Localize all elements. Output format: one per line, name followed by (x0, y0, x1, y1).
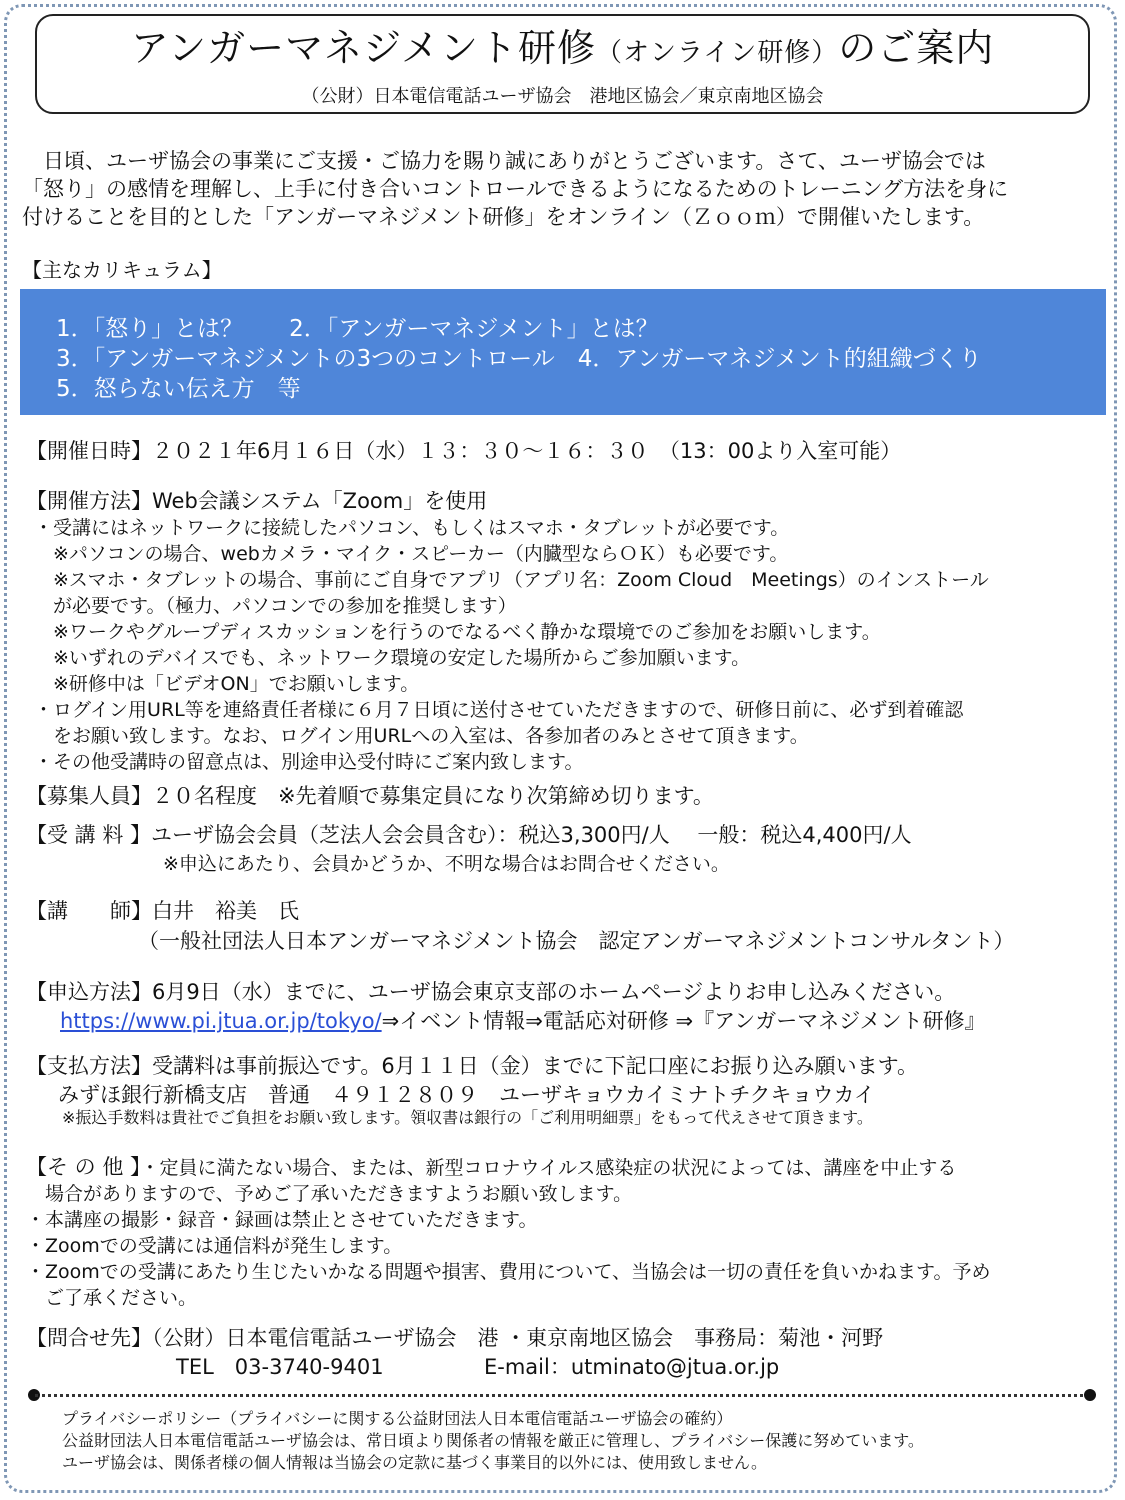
method-detail-line: ・ログイン用URL等を連絡責任者様に６月７日頃に送付させていただきますので、研修日前に、必ず到着確認 (34, 699, 964, 721)
title-suffix-text: のご案内 (838, 26, 995, 70)
capacity-label: 【募集人員】 (26, 784, 152, 808)
payment-label: 【支払方法】 (26, 1054, 152, 1078)
apply-row (26, 978, 955, 1006)
bank-account: みずほ銀行新橋支店 普通 ４９１２８０９ ユーザキョウカイミナトチクキョウカイ (58, 1083, 875, 1107)
lecturer-label: 【講 師】 (26, 899, 152, 923)
apply-label: 【申込方法】 (26, 980, 152, 1004)
method-detail-line: ・その他受講時の留意点は、別途申込受付時にご案内致します。 (34, 751, 584, 773)
method-detail-line: ※ワークやグループディスカッションを行うのでなるべく静かな環境でのご参加をお願いします。 (34, 621, 881, 643)
apply-value: 6月9日（水）までに、ユーザ協会東京支部のホームページよりお申し込みください。 (152, 980, 956, 1004)
contact-row (26, 1324, 883, 1352)
apply-link-row (60, 1007, 986, 1035)
divider-dot-right (1084, 1389, 1096, 1401)
method-row (26, 487, 487, 515)
fee-note: ※申込にあたり、会員かどうか、不明な場合はお問合せください。 (163, 853, 730, 875)
intro-line: 「怒り」の感情を理解し、上手に付き合いコントロールできるようになるためのトレーニング方法を身に (22, 177, 1009, 201)
intro-paragraph (22, 147, 1008, 231)
lecturer-affiliation: （一般社団法人日本アンガーマネジメント協会 認定アンガーマネジメントコンサルタント） (138, 929, 1015, 953)
method-detail-line: ※いずれのデバイスでも、ネットワーク環境の安定した場所からご参加願います。 (34, 647, 751, 669)
contact-email: E-mail：utminato@jtua.or.jp (484, 1355, 780, 1379)
fee-row (26, 821, 912, 849)
other-line: ・Zoomでの受講には通信料が発生します。 (26, 1235, 403, 1257)
method-detail-line: ※パソコンの場合、webカメラ・マイク・スピーカー（内臓型ならＯＫ）も必要です。 (34, 543, 789, 565)
contact-value: （公財）日本電信電話ユーザ協会 港 ・東京南地区協会 事務局：菊池・河野 (152, 1326, 884, 1350)
payment-row (26, 1052, 918, 1080)
method-value: Web会議システム「Zoom」を使用 (152, 489, 488, 513)
title-box (35, 14, 1090, 114)
payment-note: ※振込手数料は貴社でご負担をお願い致します。領収書は銀行の「ご利用明細票」をもって代えさせて頂きます。 (62, 1108, 873, 1127)
lecturer-name: 白井 裕美 氏 (152, 899, 299, 923)
privacy-line: ユーザ協会は、関係者様の個人情報は当協会の定款に基づく事業目的以外には、使用致しません。 (62, 1453, 767, 1472)
curriculum-label: 【主なカリキュラム】 (22, 258, 222, 282)
method-detail-line: ・受講にはネットワークに接続したパソコン、もしくはスマホ・タブレットが必要です。 (34, 517, 790, 539)
method-label: 【開催方法】 (26, 489, 152, 513)
schedule-row (26, 437, 901, 465)
schedule-label: 【開催日時】 (26, 439, 152, 463)
intro-line: 日頃、ユーザ協会の事業にご支援・ご協力を賜り誠にありがとうございます。さて、ユーザ協会では (22, 149, 986, 173)
other-section (26, 1153, 991, 1311)
other-label: 【そ の 他 】 (26, 1155, 141, 1179)
capacity-row (26, 782, 714, 810)
method-detail-line: ※スマホ・タブレットの場合、事前にご自身でアプリ（アプリ名：Zoom Cloud Meetings）のインストール (34, 569, 989, 591)
page-subtitle: （公財）日本電信電話ユーザ協会 港地区協会／東京南地区協会 (301, 86, 824, 107)
fee-label: 【受 講 料 】 (26, 823, 152, 847)
capacity-value: ２０名程度 ※先着順で募集定員になり次第締め切ります。 (152, 784, 714, 808)
curriculum-box (20, 289, 1106, 415)
other-line: ・定員に満たない場合、または、新型コロナウイルス感染症の状況によっては、講座を中止する (140, 1157, 957, 1179)
schedule-value: ２０２１年6月１６日（水）１３：３０～１６：３０ （13：00より入室可能） (152, 439, 902, 463)
curriculum-line: 1．「怒り」とは？ 2．「アンガーマネジメント」とは？ (56, 316, 659, 342)
fee-value: ユーザ協会会員（芝法人会会員含む）：税込3,300円/人 一般：税込4,400円/人 (151, 823, 912, 847)
method-detail-line: が必要です。（極力、パソコンでの参加を推奨します） (34, 595, 517, 617)
lecturer-row (26, 897, 299, 925)
other-line: ・Zoomでの受講にあたり生じたいかなる問題や損害、費用について、当協会は一切の責任を負いかねます。予め (26, 1261, 991, 1283)
method-detail-line: をお願い致します。なお、ログイン用URLへの入室は、各参加者のみとさせて頂きます。 (34, 725, 809, 747)
curriculum-line: 5．怒らない伝え方 等 (56, 376, 301, 402)
curriculum-line: 3．「アンガーマネジメントの3つのコントロール 4．アンガーマネジメント的組織づくり (56, 346, 982, 372)
homepage-link[interactable]: https://www.pi.jtua.or.jp/tokyo/ (60, 1009, 382, 1033)
privacy-line: 公益財団法人日本電信電話ユーザ協会は、常日頃より関係者の情報を厳正に管理し、プライバシー保護に努めています。 (62, 1431, 924, 1450)
intro-line: 付けることを目的とした「アンガーマネジメント研修」をオンライン（Ｚｏｏｍ）で開催いたします。 (22, 205, 985, 229)
method-details (34, 515, 989, 775)
apply-path: ⇒イベント情報⇒電話応対研修 ⇒『アンガーマネジメント研修』 (381, 1009, 986, 1033)
contact-tel: TEL 03-3740-9401 (176, 1355, 384, 1379)
contact-label: 【問合せ先】 (26, 1326, 152, 1350)
other-line: ・本講座の撮影・録音・録画は禁止とさせていただきます。 (26, 1209, 538, 1231)
other-line: 場合がありますので、予めご了承いただきますようお願い致します。 (26, 1183, 633, 1205)
other-line: ご了承ください。 (26, 1287, 198, 1309)
privacy-divider (35, 1394, 1090, 1397)
title-paren-text: （オンライン研修） (596, 38, 839, 68)
title-main-text: アンガーマネジメント研修 (130, 26, 597, 70)
privacy-line: プライバシーポリシー（プライバシーに関する公益財団法人日本電信電話ユーザ協会の確約） (62, 1409, 733, 1428)
method-detail-line: ※研修中は「ビデオON」でお願いします。 (34, 673, 420, 695)
privacy-policy (62, 1408, 924, 1474)
payment-value: 受講料は事前振込です。6月１１日（金）までに下記口座にお振り込み願います。 (152, 1054, 918, 1078)
page-title (37, 24, 1088, 77)
